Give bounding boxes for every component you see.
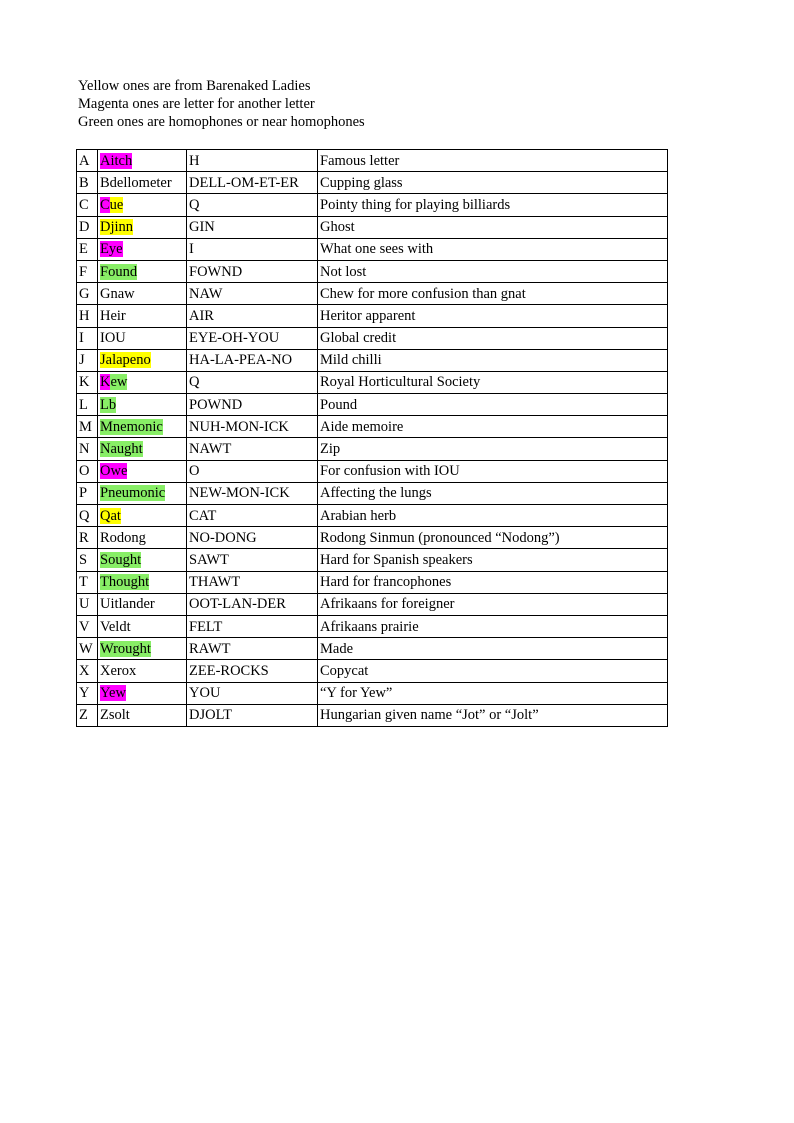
pronunciation-cell[interactable]: NAW [187,283,318,305]
letter-cell[interactable]: K [77,371,98,393]
word-text: Gnaw [100,285,135,302]
meaning-cell[interactable]: Hungarian given name “Jot” or “Jolt” [318,704,668,726]
table-row [77,638,668,660]
table-row [77,438,668,460]
letter-cell[interactable]: F [77,260,98,282]
table-row [77,194,668,216]
pronunciation-cell[interactable]: Q [187,371,318,393]
pronunciation-cell[interactable]: DJOLT [187,704,318,726]
word-cell[interactable] [98,460,187,482]
pronunciation-cell[interactable]: OOT-LAN-DER [187,593,318,615]
letter-cell[interactable]: O [77,460,98,482]
pronunciation-cell[interactable]: O [187,460,318,482]
pronunciation-cell[interactable]: RAWT [187,638,318,660]
meaning-cell[interactable]: “Y for Yew” [318,682,668,704]
table-row [77,283,668,305]
pronunciation-cell[interactable]: ZEE-ROCKS [187,660,318,682]
magenta-highlight-text: C [100,196,110,213]
letter-cell[interactable]: S [77,549,98,571]
word-cell[interactable] [98,349,187,371]
word-cell[interactable] [98,216,187,238]
letter-cell[interactable]: Z [77,704,98,726]
letter-cell[interactable]: L [77,394,98,416]
word-cell[interactable] [98,194,187,216]
word-cell[interactable] [98,172,187,194]
table-row [77,172,668,194]
meaning-cell[interactable]: Afrikaans prairie [318,615,668,637]
word-cell[interactable] [98,305,187,327]
pronunciation-cell[interactable]: SAWT [187,549,318,571]
green-highlight-text: Wrought [100,640,151,657]
table-row [77,327,668,349]
word-cell[interactable] [98,416,187,438]
table-row [77,682,668,704]
letter-cell[interactable]: E [77,238,98,260]
pronunciation-cell[interactable]: NEW-MON-ICK [187,482,318,504]
meaning-cell[interactable]: Zip [318,438,668,460]
word-cell[interactable] [98,704,187,726]
word-text: Bdellometer [100,174,172,191]
alphabet-table [76,149,668,727]
magenta-highlight-text: Eye [100,241,123,258]
table-row [77,527,668,549]
letter-cell[interactable]: T [77,571,98,593]
meaning-cell[interactable]: Chew for more confusion than gnat [318,283,668,305]
table-row [77,349,668,371]
word-cell[interactable] [98,638,187,660]
word-text: Rodong [100,529,146,546]
green-highlight-text: Naught [100,441,143,458]
word-text: IOU [100,330,126,347]
note-green: Green ones are homophones or near homophones [78,114,365,130]
word-cell[interactable] [98,682,187,704]
meaning-cell[interactable]: Famous letter [318,150,668,172]
letter-cell[interactable]: G [77,283,98,305]
word-cell[interactable] [98,260,187,282]
pronunciation-cell[interactable]: NO-DONG [187,527,318,549]
pronunciation-cell[interactable]: AIR [187,305,318,327]
meaning-cell[interactable]: Made [318,638,668,660]
word-cell[interactable] [98,482,187,504]
magenta-highlight-text: K [100,374,111,391]
meaning-cell[interactable]: Mild chilli [318,349,668,371]
meaning-cell[interactable]: Affecting the lungs [318,482,668,504]
pronunciation-cell[interactable]: DELL-OM-ET-ER [187,172,318,194]
letter-cell[interactable]: I [77,327,98,349]
green-highlight-text: Sought [100,551,142,568]
letter-cell[interactable]: Y [77,682,98,704]
pronunciation-cell[interactable]: FELT [187,615,318,637]
table-row [77,394,668,416]
green-highlight-text: Pneumonic [100,485,166,502]
alphabet-table-body [77,150,668,727]
letter-cell[interactable]: J [77,349,98,371]
note-magenta: Magenta ones are letter for another letter [78,96,315,112]
word-cell[interactable] [98,371,187,393]
word-cell[interactable] [98,571,187,593]
letter-cell[interactable]: M [77,416,98,438]
meaning-cell[interactable]: Rodong Sinmun (pronounced “Nodong”) [318,527,668,549]
letter-cell[interactable]: B [77,172,98,194]
yellow-highlight-text: Qat [100,507,121,524]
word-text: Veldt [100,618,131,635]
table-row [77,260,668,282]
magenta-highlight-text: Yew [100,685,126,702]
yellow-highlight-text: ue [109,196,124,213]
pronunciation-cell[interactable]: H [187,150,318,172]
pronunciation-cell[interactable]: EYE-OH-YOU [187,327,318,349]
word-text: Xerox [100,662,137,679]
meaning-cell[interactable]: Royal Horticultural Society [318,371,668,393]
yellow-highlight-text: Jalapeno [100,352,151,369]
table-row [77,150,668,172]
meaning-cell[interactable]: Heritor apparent [318,305,668,327]
table-row [77,660,668,682]
table-row [77,216,668,238]
pronunciation-cell[interactable]: GIN [187,216,318,238]
legend-notes [78,77,365,131]
meaning-cell[interactable]: Global credit [318,327,668,349]
pronunciation-cell[interactable]: POWND [187,394,318,416]
meaning-cell[interactable]: What one sees with [318,238,668,260]
pronunciation-cell[interactable]: I [187,238,318,260]
table-row [77,704,668,726]
meaning-cell[interactable]: Pound [318,394,668,416]
letter-cell[interactable]: C [77,194,98,216]
pronunciation-cell[interactable]: HA-LA-PEA-NO [187,349,318,371]
meaning-cell[interactable]: Pointy thing for playing billiards [318,194,668,216]
meaning-cell[interactable]: Not lost [318,260,668,282]
table-row [77,460,668,482]
magenta-highlight-text: Aitch [100,152,133,169]
table-row [77,593,668,615]
green-highlight-text: Found [100,263,138,280]
yellow-highlight-text: Djinn [100,219,134,236]
meaning-cell[interactable]: Hard for Spanish speakers [318,549,668,571]
word-cell[interactable] [98,238,187,260]
pronunciation-cell[interactable]: NAWT [187,438,318,460]
green-highlight-text: ew [110,374,128,391]
letter-cell[interactable]: X [77,660,98,682]
word-cell[interactable] [98,615,187,637]
meaning-cell[interactable]: Hard for francophones [318,571,668,593]
table-row [77,482,668,504]
magenta-highlight-text: Owe [100,463,128,480]
table-row [77,371,668,393]
letter-cell[interactable]: W [77,638,98,660]
meaning-cell[interactable]: Copycat [318,660,668,682]
word-cell[interactable] [98,549,187,571]
letter-cell[interactable]: N [77,438,98,460]
word-cell[interactable] [98,438,187,460]
table-row [77,571,668,593]
meaning-cell[interactable]: Cupping glass [318,172,668,194]
pronunciation-cell[interactable]: Q [187,194,318,216]
word-cell[interactable] [98,394,187,416]
table-row [77,416,668,438]
green-highlight-text: Mnemonic [100,418,163,435]
table-row [77,505,668,527]
letter-cell[interactable]: V [77,615,98,637]
pronunciation-cell[interactable]: THAWT [187,571,318,593]
meaning-cell[interactable]: Afrikaans for foreigner [318,593,668,615]
table-row [77,238,668,260]
pronunciation-cell[interactable]: FOWND [187,260,318,282]
word-cell[interactable] [98,593,187,615]
letter-cell[interactable]: R [77,527,98,549]
table-row [77,305,668,327]
letter-cell[interactable]: D [77,216,98,238]
word-cell[interactable] [98,150,187,172]
letter-cell[interactable]: A [77,150,98,172]
meaning-cell[interactable]: Ghost [318,216,668,238]
table-row [77,549,668,571]
pronunciation-cell[interactable]: NUH-MON-ICK [187,416,318,438]
pronunciation-cell[interactable]: YOU [187,682,318,704]
word-text: Uitlander [100,596,155,613]
letter-cell[interactable]: U [77,593,98,615]
letter-cell[interactable]: H [77,305,98,327]
word-text: Zsolt [100,707,130,724]
meaning-cell[interactable]: Arabian herb [318,505,668,527]
meaning-cell[interactable]: Aide memoire [318,416,668,438]
green-highlight-text: Thought [100,574,150,591]
word-cell[interactable] [98,660,187,682]
pronunciation-cell[interactable]: CAT [187,505,318,527]
note-yellow: Yellow ones are from Barenaked Ladies [78,78,311,94]
word-cell[interactable] [98,527,187,549]
meaning-cell[interactable]: For confusion with IOU [318,460,668,482]
word-cell[interactable] [98,327,187,349]
word-cell[interactable] [98,505,187,527]
letter-cell[interactable]: Q [77,505,98,527]
table-row [77,615,668,637]
word-cell[interactable] [98,283,187,305]
letter-cell[interactable]: P [77,482,98,504]
green-highlight-text: Lb [100,396,117,413]
word-text: Heir [100,307,126,324]
